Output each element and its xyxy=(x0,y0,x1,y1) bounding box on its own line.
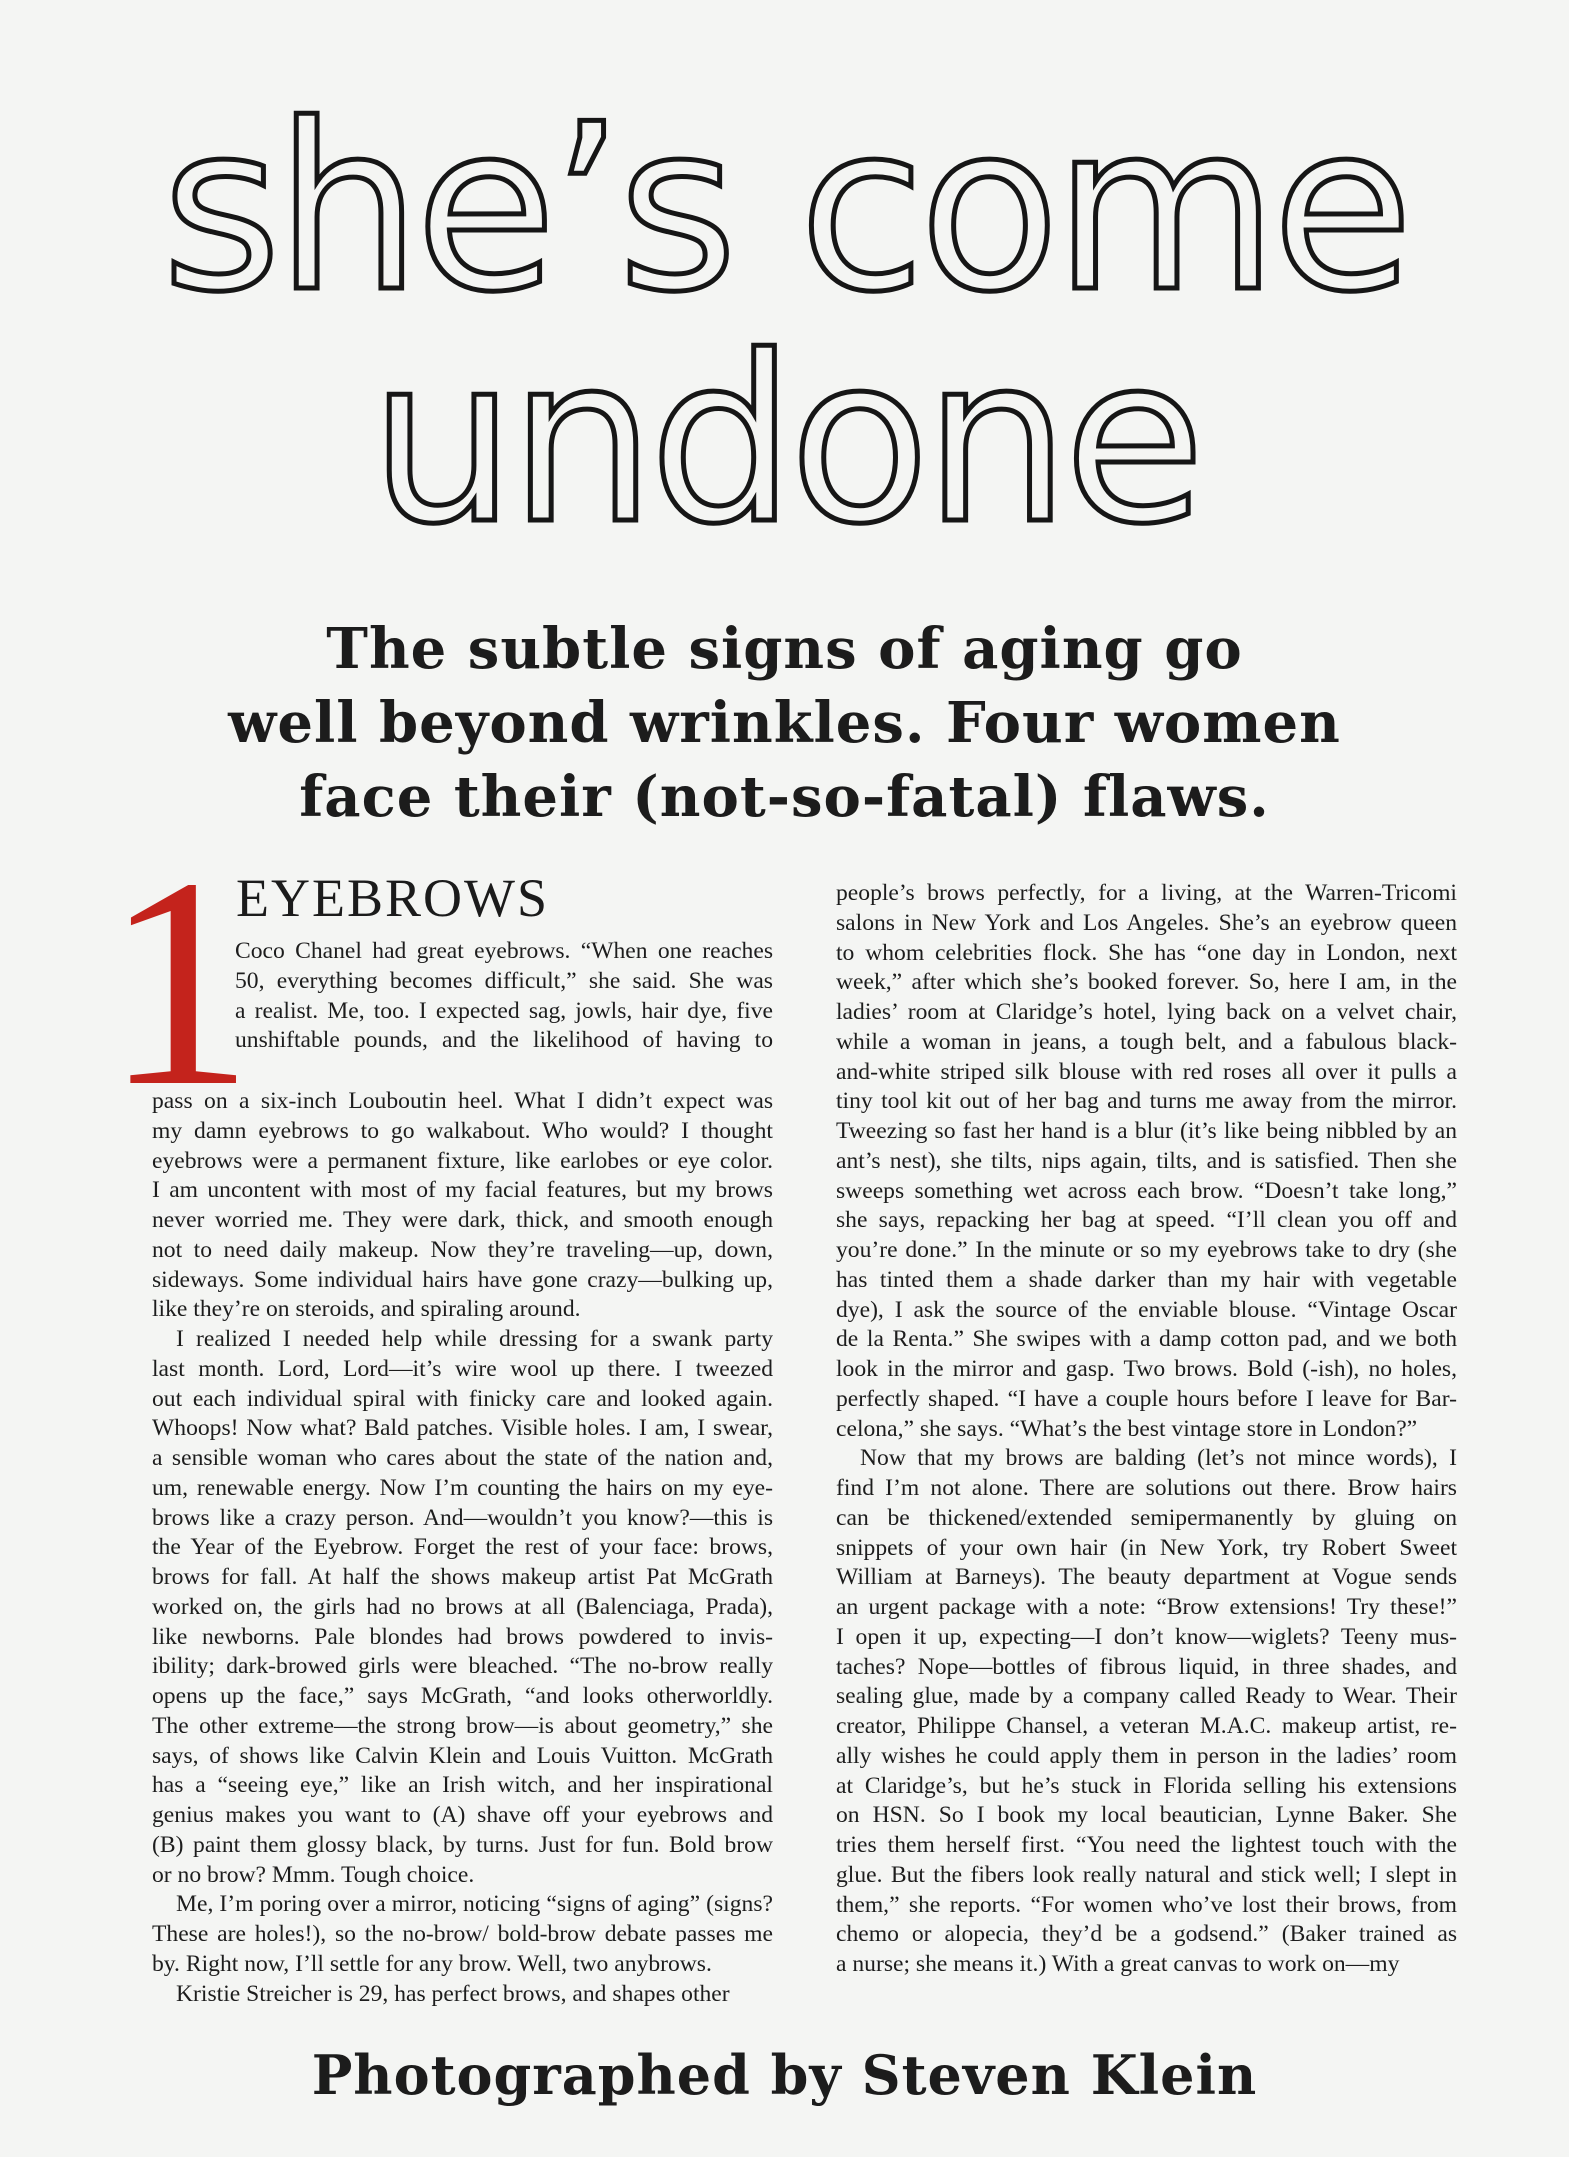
text-line: you’re done.” In the minute or so my eyebrows take to dry (she xyxy=(836,1237,1457,1263)
text-line: ant’s nest), she tilts, nips again, tilts, and is satisfied. Then she xyxy=(836,1147,1457,1174)
photo-credit: Photographed by Steven Klein xyxy=(311,2043,1258,2107)
text-line: my damn eyebrows to go walkabout. Who would? I thought xyxy=(152,1117,773,1144)
text-line: sweeps something wet across each brow. “Doesn’t take long,” xyxy=(836,1177,1457,1204)
text-line: dye), I ask the source of the enviable blouse. “Vintage Oscar xyxy=(836,1296,1457,1323)
text-line: unshiftable pounds, and the likelihood of having to xyxy=(235,1027,773,1054)
text-line: ladies’ room at Claridge’s hotel, lying back on a velvet chair, xyxy=(836,999,1457,1025)
text-line: ibility; dark-browed girls were bleached. “The no-brow really xyxy=(152,1653,773,1680)
text-line: snippets of your own hair (in New York, try Robert Sweet xyxy=(836,1534,1457,1561)
text-line: not to need daily makeup. Now they’re traveling—up, down, xyxy=(152,1236,773,1263)
text-line: I open it up, expecting—I don’t know—wiglets? Teeny mus- xyxy=(836,1623,1457,1650)
text-line: brows like a crazy person. And—wouldn’t you know?—this is xyxy=(152,1504,773,1531)
text-line: Coco Chanel had great eyebrows. “When one reaches xyxy=(235,938,773,964)
text-line: ally wishes he could apply them in person in the ladies’ room xyxy=(836,1742,1457,1769)
text-line: genius makes you want to (A) shave off your eyebrows and xyxy=(152,1802,773,1828)
text-line: taches? Nope—bottles of fibrous liquid, in three shades, and xyxy=(836,1653,1457,1680)
text-line: last month. Lord, Lord—it’s wire wool up there. I tweezed xyxy=(152,1355,773,1382)
text-line: has tinted them a shade darker than my hair with vegetable xyxy=(836,1266,1457,1293)
text-line: a sensible woman who cares about the state of the nation and, xyxy=(152,1445,773,1471)
text-line: These are holes!), so the no-brow/ bold-brow debate passes me xyxy=(152,1921,773,1947)
text-line: perfectly shaped. “I have a couple hours before I leave for Bar- xyxy=(836,1385,1457,1412)
text-line: a nurse; she means it.) With a great canvas to work on—my xyxy=(836,1951,1400,1977)
text-line: people’s brows perfectly, for a living, at the Warren-Tricomi xyxy=(836,880,1457,906)
text-line: look in the mirror and gasp. Two brows. Bold (-ish), no holes, xyxy=(836,1356,1457,1382)
text-line: The other extreme—the strong brow—is about geometry,” she xyxy=(152,1712,773,1739)
text-line: the Year of the Eyebrow. Forget the rest of your face: brows, xyxy=(152,1534,773,1561)
text-line: an urgent package with a note: “Brow extensions! Try these!” xyxy=(836,1594,1457,1620)
text-line: like newborns. Pale blondes had brows powdered to invis- xyxy=(152,1623,773,1650)
text-line: by. Right now, I’ll settle for any brow. Well, two anybrows. xyxy=(152,1950,712,1977)
text-line: opens up the face,” says McGrath, “and looks otherworldly. xyxy=(152,1683,773,1709)
text-line: Me, I’m poring over a mirror, noticing “signs of aging” (signs? xyxy=(176,1891,773,1918)
section-number-dropcap: 1 xyxy=(104,816,254,1148)
text-line: William at Barneys). The beauty department at Vogue sends xyxy=(836,1564,1457,1591)
text-line: at Claridge’s, but he’s stuck in Florida selling his extensions xyxy=(836,1772,1457,1799)
text-line: um, renewable energy. Now I’m counting the hairs on my eye- xyxy=(152,1474,773,1501)
text-line: to whom celebrities flock. She has “one day in London, next xyxy=(836,939,1457,966)
text-line: on HSN. So I book my local beautician, Lynne Baker. She xyxy=(836,1802,1457,1829)
text-line: she says, repacking her bag at speed. “I’ll clean you off and xyxy=(836,1207,1457,1234)
text-line: Tweezing so fast her hand is a blur (it’s like being nibbled by an xyxy=(836,1118,1457,1144)
text-line: (B) paint them glossy black, by turns. Just for fun. Bold brow xyxy=(152,1831,773,1858)
text-line: sealing glue, made by a company called Ready to Wear. Their xyxy=(836,1683,1457,1710)
text-line: Whoops! Now what? Bald patches. Visible holes. I am, I swear, xyxy=(152,1415,773,1442)
text-line: eyebrows were a permanent fixture, like earlobes or eye color. xyxy=(152,1147,773,1174)
title-line-1: she’s come xyxy=(161,76,1408,343)
text-line: like they’re on steroids, and spiraling around. xyxy=(152,1296,581,1323)
text-line: never worried me. They were dark, thick, and smooth enough xyxy=(152,1207,773,1233)
text-line: find I’m not alone. There are solutions out there. Brow hairs xyxy=(836,1475,1457,1501)
text-line: and-white striped silk blouse with red roses all over it pulls a xyxy=(836,1058,1457,1085)
text-line: 50, everything becomes difficult,” she said. She was xyxy=(235,967,773,994)
deck-line-2: well beyond wrinkles. Four women xyxy=(228,690,1341,756)
text-line: them,” she reports. “For women who’ve lost their brows, from xyxy=(836,1891,1457,1918)
text-line: sideways. Some individual hairs have gone crazy—bulking up, xyxy=(152,1266,773,1293)
text-line: a realist. Me, too. I expected sag, jowls, hair dye, five xyxy=(235,997,773,1024)
deck-line-3: face their (not-so-fatal) flaws. xyxy=(299,764,1270,830)
article-deck xyxy=(100,612,1469,834)
title-line-2: undone xyxy=(369,308,1200,575)
text-line: Kristie Streicher is 29, has perfect brows, and shapes other xyxy=(176,1980,730,2007)
text-line: de la Renta.” She swipes with a damp cotton pad, and we both xyxy=(836,1326,1457,1353)
text-line: can be thickened/extended semipermanently by gluing on xyxy=(836,1504,1457,1531)
text-line: salons in New York and Los Angeles. She’s an eyebrow queen xyxy=(836,909,1457,936)
body-column-2 xyxy=(836,879,1457,1980)
text-line: celona,” she says. “What’s the best vintage store in London?” xyxy=(836,1415,1418,1442)
text-line: creator, Philippe Chansel, a veteran M.A.C. makeup artist, re- xyxy=(836,1713,1457,1739)
text-line: tries them herself first. “You need the lightest touch with the xyxy=(836,1832,1457,1858)
text-line: while a woman in jeans, a tough belt, and a fabulous black- xyxy=(836,1028,1457,1055)
text-line: Now that my brows are balding (let’s not mince words), I xyxy=(860,1445,1457,1472)
text-line: says, of shows like Calvin Klein and Louis Vuitton. McGrath xyxy=(152,1742,773,1769)
text-line: glue. But the fibers look really natural and stick well; I slept in xyxy=(836,1861,1457,1888)
body-column-1-top xyxy=(235,937,773,1056)
text-line: or no brow? Mmm. Tough choice. xyxy=(152,1861,475,1888)
text-line: out each individual spiral with finicky care and looked again. xyxy=(152,1385,773,1412)
text-line: I realized I needed help while dressing for a swank party xyxy=(176,1326,773,1352)
deck-line-1: The subtle signs of aging go xyxy=(326,616,1243,682)
text-line: worked on, the girls had no brows at all (Balenciaga, Prada), xyxy=(152,1593,773,1620)
section-heading: EYEBROWS xyxy=(236,868,549,928)
text-line: I am uncontent with most of my facial features, but my brows xyxy=(152,1177,773,1204)
text-line: has a “seeing eye,” like an Irish witch, and her inspirational xyxy=(152,1772,773,1799)
text-line: week,” after which she’s booked forever. So, here I am, in the xyxy=(836,969,1457,996)
body-column-1 xyxy=(152,1087,773,2009)
text-line: chemo or alopecia, they’d be a godsend.” (Baker trained as xyxy=(836,1921,1457,1948)
text-line: pass on a six-inch Louboutin heel. What I didn’t expect was xyxy=(152,1088,773,1114)
text-line: brows for fall. At half the shows makeup artist Pat McGrath xyxy=(152,1564,773,1590)
text-line: tiny tool kit out of her bag and turns me away from the mirror. xyxy=(836,1088,1457,1115)
